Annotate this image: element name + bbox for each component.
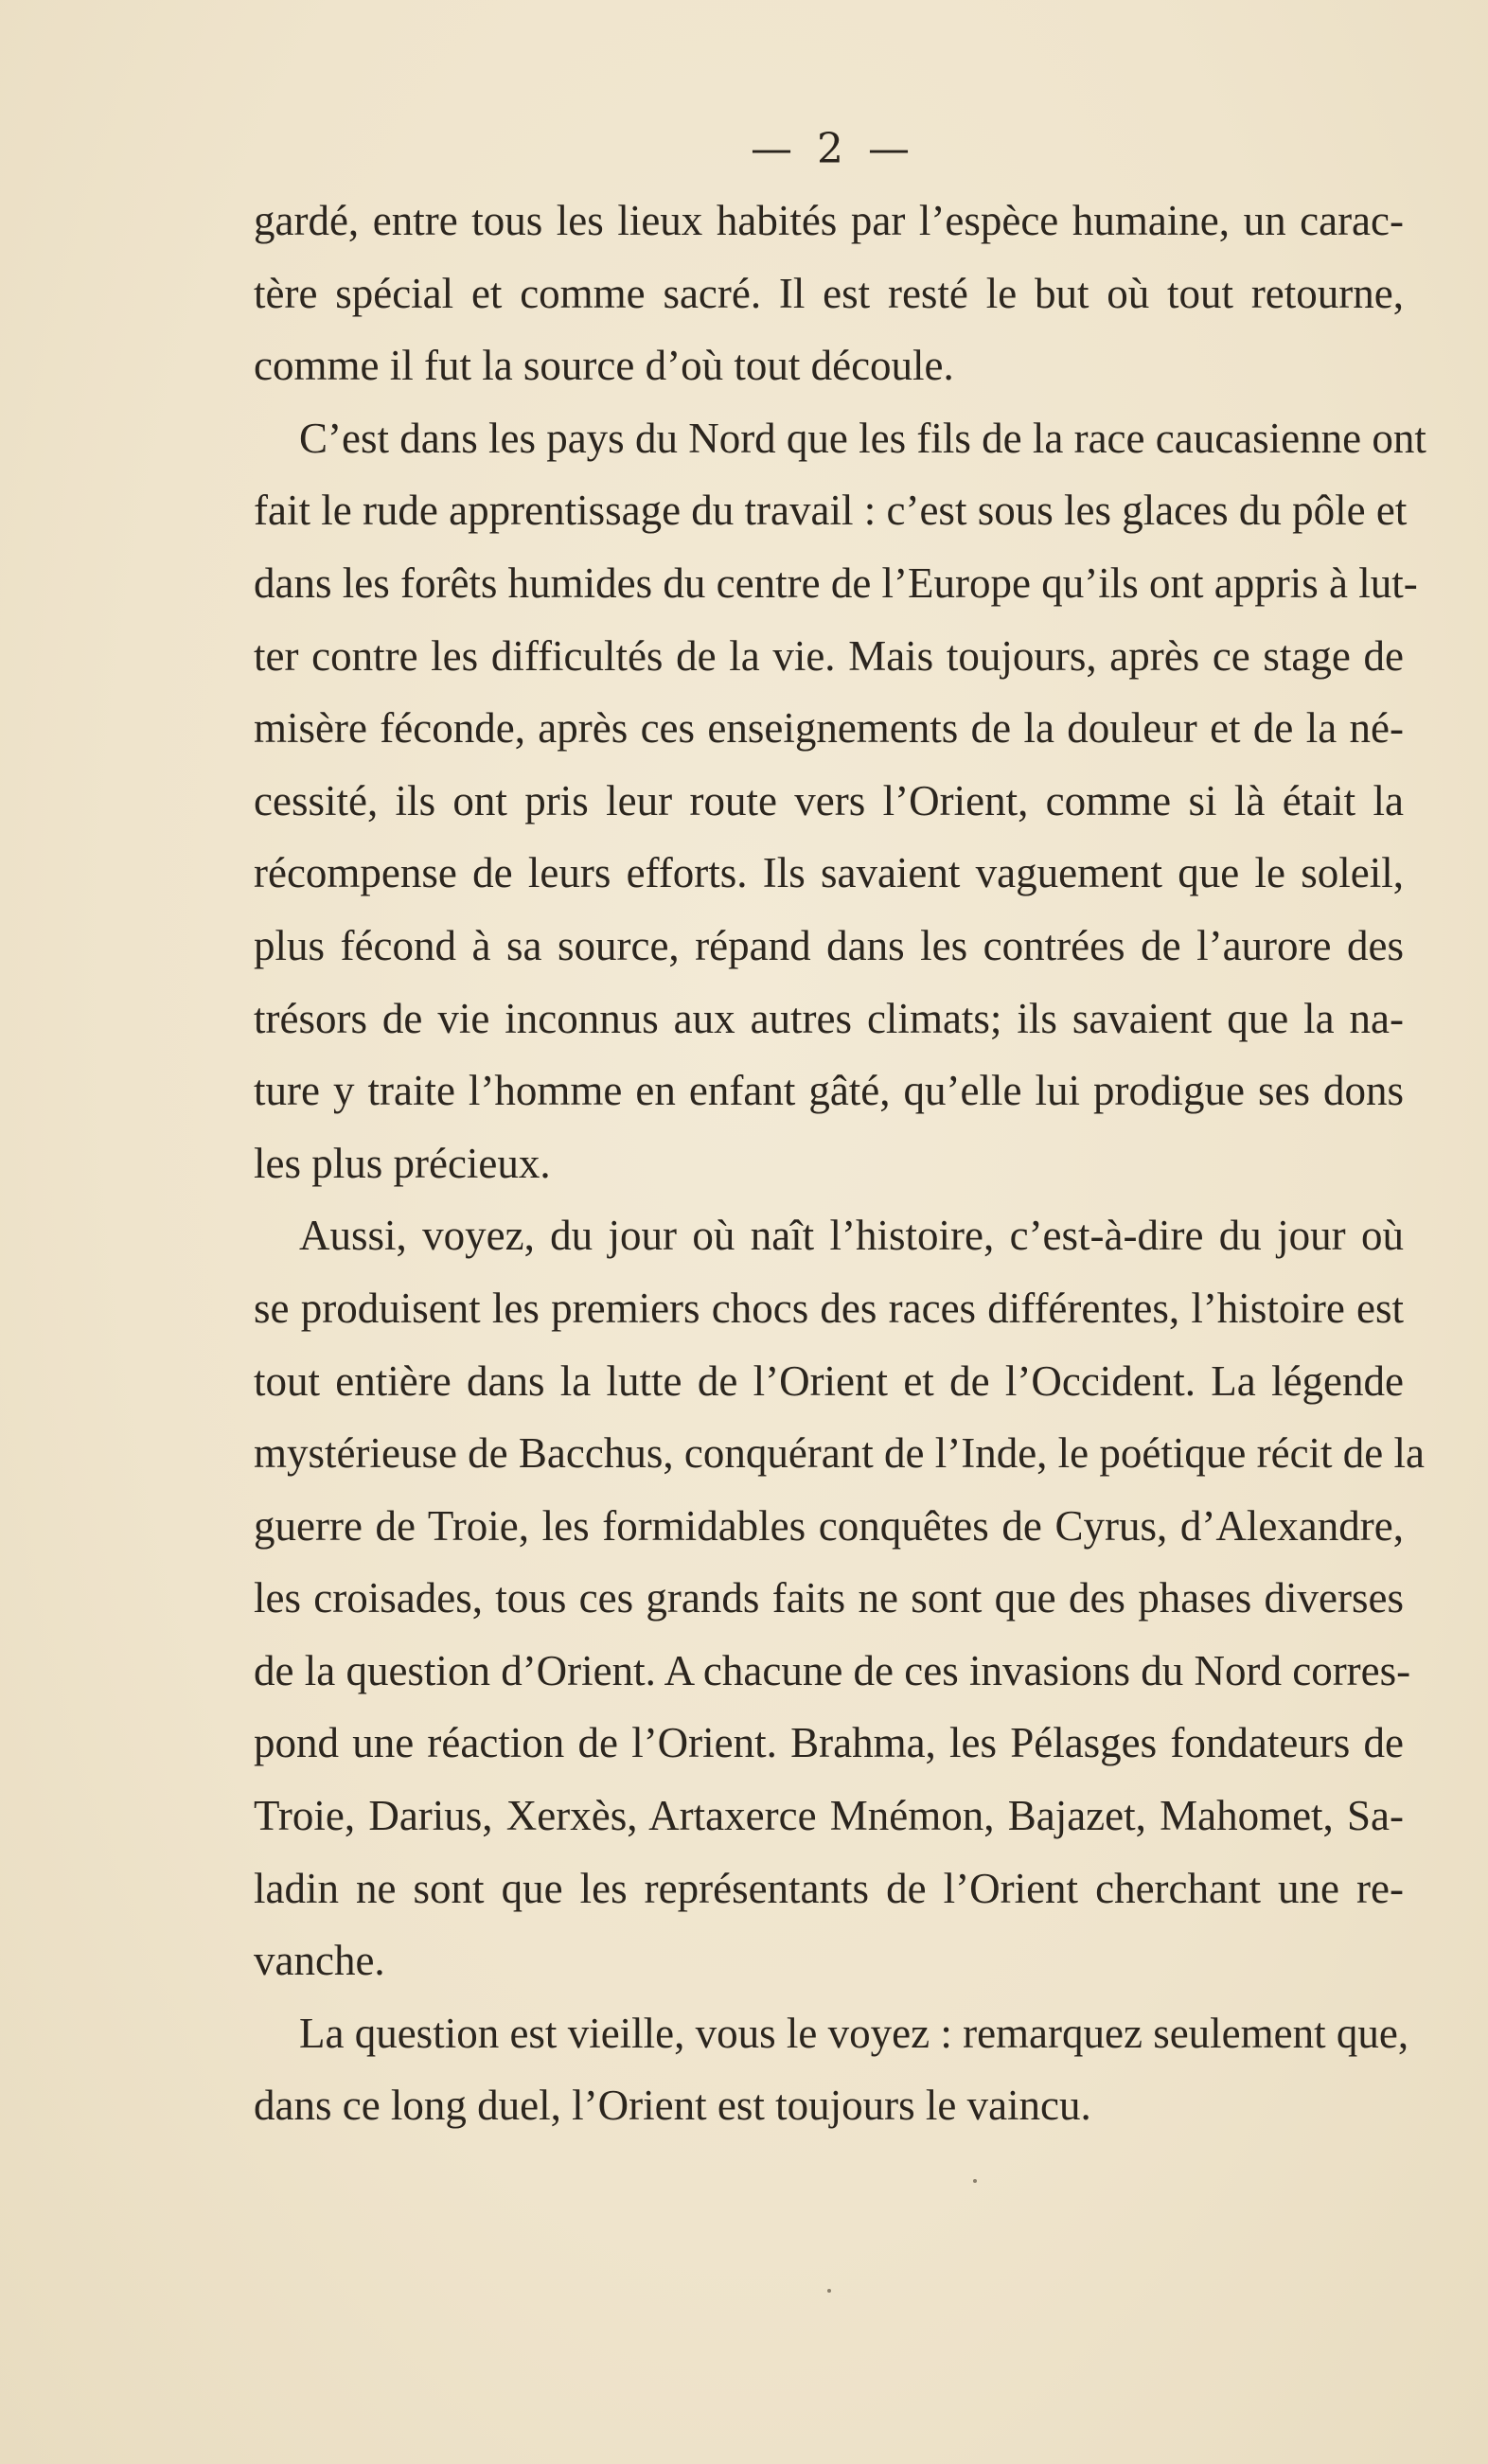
text-line: plus fécond à sa source, répand dans les contrées de l’aurore des <box>254 921 1404 969</box>
paper-speck <box>827 2289 831 2293</box>
text-line: les plus précieux. <box>254 1139 551 1187</box>
text-line: dans ce long duel, l’Orient est toujours le vaincu. <box>254 2082 1091 2130</box>
text-line: les croisades, tous ces grands faits ne sont que des phases diverses <box>254 1574 1404 1622</box>
text-line: guerre de Troie, les formidables conquêtes de Cyrus, d’Alexandre, <box>254 1501 1404 1550</box>
text-line: vanche. <box>254 1937 385 1985</box>
text-line: ladin ne sont que les représentants de l’Orient cherchant une re- <box>254 1864 1404 1912</box>
paragraph <box>254 185 1404 402</box>
body-text <box>254 185 1426 2142</box>
paragraph <box>254 1997 1409 2142</box>
text-line: ter contre les difficultés de la vie. Mais toujours, après ce stage de <box>254 631 1404 680</box>
text-line: C’est dans les pays du Nord que les fils de la race caucasienne ont <box>299 414 1426 462</box>
text-line: gardé, entre tous les lieux habités par l’espèce humaine, un carac- <box>254 197 1404 244</box>
text-line: La question est vieille, vous le voyez : remarquez seulement que, <box>299 2009 1409 2057</box>
text-line: se produisent les premiers chocs des races différentes, l’histoire est <box>254 1284 1404 1332</box>
text-line: trésors de vie inconnus aux autres climats; ils savaient que la na- <box>254 994 1404 1042</box>
page-number: — 2 — <box>751 125 915 173</box>
text-line: Aussi, voyez, du jour où naît l’histoire, c’est-à-dire du jour où <box>299 1212 1404 1260</box>
text-line: cessité, ils ont pris leur route vers l’Orient, comme si là était la <box>254 776 1404 824</box>
paper-speck <box>973 2179 977 2183</box>
text-line: dans les forêts humides du centre de l’Europe qu’ils ont appris à lut- <box>254 558 1418 607</box>
text-line: comme il fut la source d’où tout découle. <box>254 342 954 390</box>
paragraph <box>254 1199 1425 1997</box>
text-line: ture y traite l’homme en enfant gâté, qu’elle lui prodigue ses dons <box>254 1067 1404 1115</box>
text-line: tère spécial et comme sacré. Il est resté le but où tout retourne, <box>254 269 1404 317</box>
text-line: misère féconde, après ces enseignements de la douleur et de la né- <box>254 704 1404 753</box>
text-line: tout entière dans la lutte de l’Orient et de l’Occident. La légende <box>254 1356 1404 1405</box>
text-line: Troie, Darius, Xerxès, Artaxerce Mnémon, Bajazet, Mahomet, Sa- <box>254 1792 1404 1840</box>
text-line: pond une réaction de l’Orient. Brahma, les Pélasges fondateurs de <box>254 1719 1404 1767</box>
text-line: fait le rude apprentissage du travail : c’est sous les glaces du pôle et <box>254 487 1408 535</box>
paragraph <box>254 402 1426 1200</box>
text-line: mystérieuse de Bacchus, conquérant de l’Inde, le poétique récit de la <box>254 1429 1425 1478</box>
text-line: de la question d’Orient. A chacune de ces invasions du Nord corres- <box>254 1646 1411 1694</box>
text-line: récompense de leurs efforts. Ils savaient vaguement que le soleil, <box>254 849 1404 897</box>
